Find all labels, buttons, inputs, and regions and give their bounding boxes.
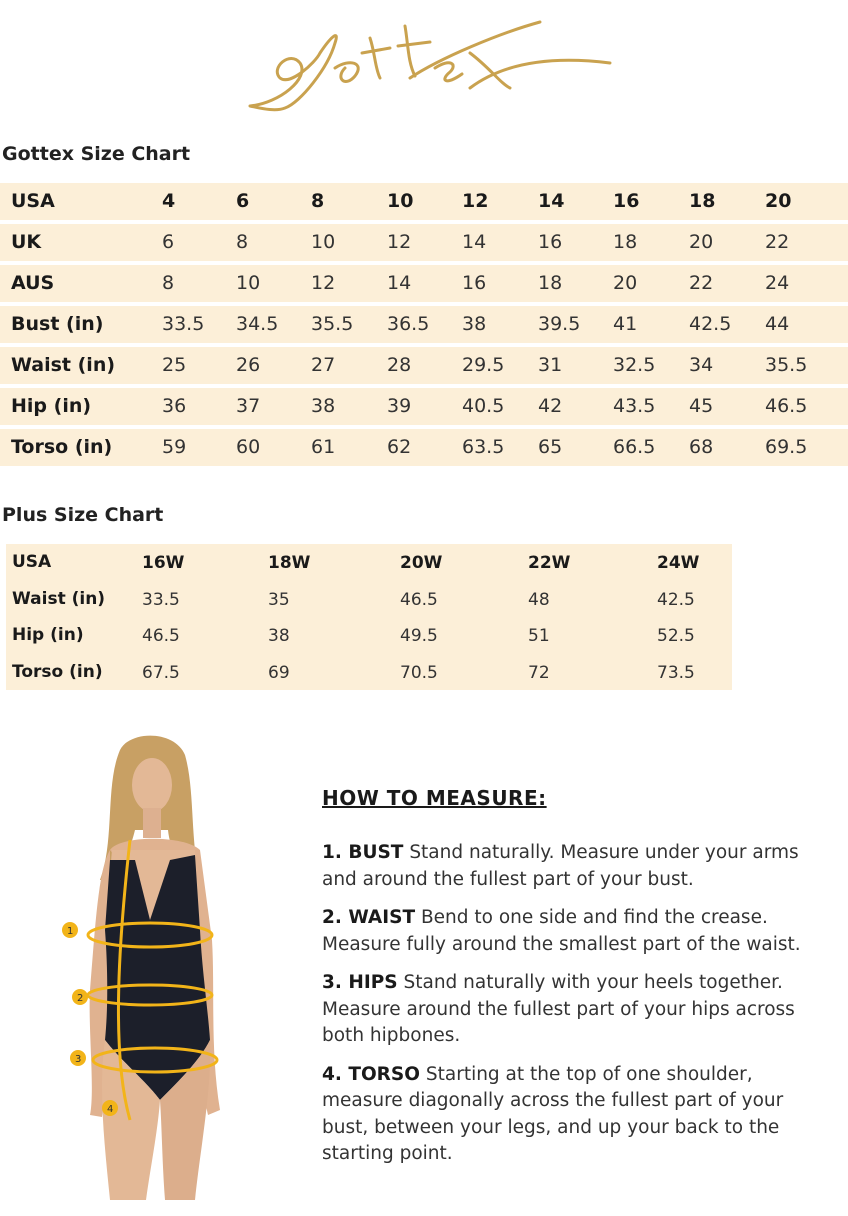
size-row [0, 183, 848, 220]
plus-size-cell: 33.5 [142, 589, 180, 610]
step-text: Stand naturally. Measure under your arms and around the fullest part of your bust. [322, 842, 799, 890]
size-cell: 33.5 [162, 313, 205, 335]
size-cell: 4 [162, 190, 176, 212]
size-row [0, 224, 848, 261]
size-cell: 44 [765, 313, 790, 335]
plus-size-cell: 22W [528, 553, 571, 573]
size-row [0, 347, 848, 384]
size-cell: 12 [311, 272, 336, 294]
size-cell: 68 [689, 436, 714, 458]
measure-step [322, 970, 822, 1050]
plus-size-row [6, 581, 732, 618]
svg-text:2: 2 [77, 993, 84, 1004]
size-cell: 20 [765, 190, 792, 212]
size-cell: 63.5 [462, 436, 505, 458]
size-cell: 8 [162, 272, 175, 294]
plus-size-cell: 49.5 [400, 626, 438, 646]
row-label: USA [11, 190, 55, 212]
plus-chart-title: Plus Size Chart [2, 504, 164, 526]
size-cell: 27 [311, 354, 336, 376]
step-title: 2. WAIST [322, 907, 416, 928]
step-text: Starting at the top of one shoulder, measure diagonally across the fullest part of your bust, between your legs, and up your back to the starting point. [322, 1063, 784, 1164]
size-cell: 42.5 [689, 313, 732, 335]
row-label: Waist (in) [11, 354, 116, 376]
size-cell: 66.5 [613, 436, 656, 458]
plus-size-row [6, 654, 732, 691]
size-cell: 35.5 [311, 313, 354, 335]
plus-size-cell: 72 [528, 662, 550, 683]
row-label: Torso (in) [11, 436, 113, 458]
size-cell: 36.5 [387, 313, 430, 335]
plus-size-cell: 42.5 [657, 589, 695, 610]
size-cell: 61 [311, 436, 336, 458]
size-cell: 16 [613, 190, 640, 212]
size-row [0, 265, 848, 302]
size-cell: 45 [689, 395, 714, 417]
size-cell: 69.5 [765, 436, 808, 458]
size-cell: 37 [236, 395, 261, 417]
size-cell: 20 [689, 231, 714, 253]
main-chart-title: Gottex Size Chart [2, 143, 191, 165]
size-cell: 35.5 [765, 354, 808, 376]
size-row [0, 388, 848, 425]
size-cell: 59 [162, 436, 187, 458]
row-label: AUS [11, 272, 55, 294]
size-cell: 20 [613, 272, 638, 294]
step-title: 1. BUST [322, 842, 404, 863]
model-figure-illustration [50, 730, 250, 1205]
size-cell: 25 [162, 354, 187, 376]
plus-size-cell: 73.5 [657, 662, 695, 683]
plus-size-cell: 35 [268, 589, 290, 610]
size-cell: 28 [387, 354, 412, 376]
size-cell: 16 [538, 231, 563, 253]
size-row [0, 429, 848, 466]
row-label: Torso (in) [12, 661, 103, 682]
size-cell: 39 [387, 395, 412, 417]
plus-size-chart [6, 544, 732, 690]
plus-size-cell: 51 [528, 626, 550, 646]
size-cell: 8 [236, 231, 249, 253]
size-cell: 38 [462, 313, 487, 335]
size-cell: 10 [311, 231, 336, 253]
size-cell: 16 [462, 272, 487, 294]
size-cell: 18 [689, 190, 716, 212]
size-cell: 39.5 [538, 313, 581, 335]
size-cell: 31 [538, 354, 563, 376]
how-to-measure-section [322, 786, 822, 1180]
plus-size-cell: 18W [268, 553, 311, 573]
svg-text:4: 4 [107, 1104, 114, 1115]
size-cell: 22 [689, 272, 714, 294]
main-size-chart [0, 183, 848, 470]
plus-size-cell: 69 [268, 662, 290, 683]
row-label: Waist (in) [12, 588, 106, 609]
plus-size-cell: 46.5 [142, 626, 180, 646]
size-cell: 46.5 [765, 395, 808, 417]
plus-size-cell: 46.5 [400, 589, 438, 610]
plus-size-cell: 38 [268, 626, 290, 646]
plus-size-row [6, 544, 732, 581]
plus-size-cell: 67.5 [142, 662, 180, 683]
size-cell: 12 [387, 231, 412, 253]
size-cell: 42 [538, 395, 563, 417]
size-cell: 10 [236, 272, 261, 294]
size-cell: 26 [236, 354, 261, 376]
size-cell: 32.5 [613, 354, 656, 376]
row-label: UK [11, 231, 42, 253]
step-title: 4. TORSO [322, 1063, 420, 1085]
size-cell: 41 [613, 313, 638, 335]
size-cell: 65 [538, 436, 563, 458]
size-cell: 18 [613, 231, 638, 253]
plus-size-cell: 52.5 [657, 626, 695, 646]
plus-size-cell: 70.5 [400, 662, 438, 683]
size-cell: 36 [162, 395, 187, 417]
size-cell: 8 [311, 190, 325, 212]
size-cell: 43.5 [613, 395, 656, 417]
row-label: Hip (in) [11, 395, 92, 417]
row-label: USA [12, 552, 52, 572]
size-cell: 29.5 [462, 354, 505, 376]
plus-size-row [6, 617, 732, 654]
measure-step [322, 840, 822, 893]
how-to-measure-heading: HOW TO MEASURE: [322, 786, 547, 810]
size-cell: 24 [765, 272, 790, 294]
gottex-logo [240, 8, 620, 123]
size-cell: 12 [462, 190, 489, 212]
size-cell: 62 [387, 436, 412, 458]
step-text: Bend to one side and find the crease. Measure fully around the smallest part of the waist. [322, 907, 801, 955]
measure-step [322, 1062, 822, 1168]
svg-text:1: 1 [67, 926, 74, 937]
size-cell: 34.5 [236, 313, 279, 335]
size-cell: 14 [387, 272, 412, 294]
step-title: 3. HIPS [322, 972, 398, 993]
size-cell: 6 [162, 231, 175, 253]
row-label: Hip (in) [12, 625, 84, 645]
plus-size-cell: 48 [528, 589, 550, 610]
size-cell: 38 [311, 395, 336, 417]
plus-size-cell: 20W [400, 553, 443, 573]
svg-text:3: 3 [75, 1054, 82, 1065]
size-cell: 14 [538, 190, 565, 212]
plus-size-cell: 16W [142, 553, 185, 573]
size-cell: 60 [236, 436, 261, 458]
row-label: Bust (in) [11, 313, 104, 335]
size-cell: 34 [689, 354, 714, 376]
step-text: Stand naturally with your heels together. Measure around the fullest part of your hips across both hipbones. [322, 972, 795, 1046]
size-cell: 6 [236, 190, 250, 212]
plus-size-cell: 24W [657, 553, 700, 573]
size-cell: 10 [387, 190, 414, 212]
size-cell: 22 [765, 231, 790, 253]
size-row [0, 306, 848, 343]
measure-step [322, 905, 822, 958]
size-cell: 14 [462, 231, 487, 253]
size-cell: 40.5 [462, 395, 505, 417]
size-cell: 18 [538, 272, 563, 294]
